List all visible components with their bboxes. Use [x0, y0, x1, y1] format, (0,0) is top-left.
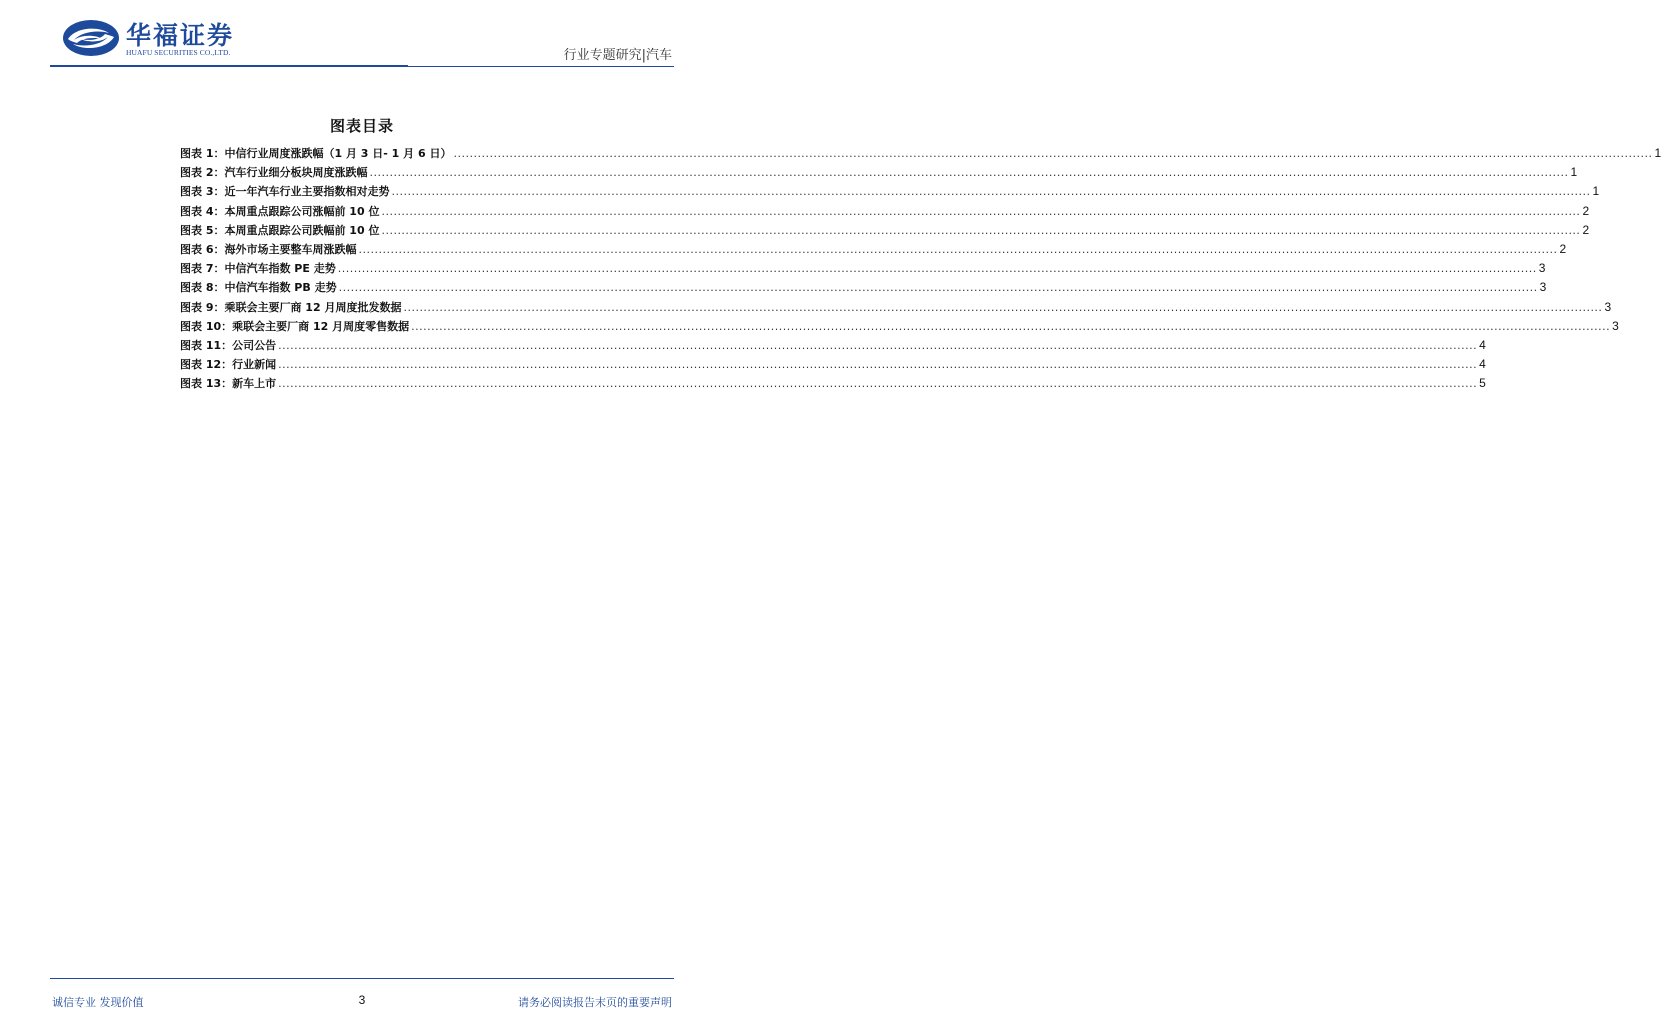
toc-leader-dots: ............................................................................................................................................................................................................................................................................................................ [278, 377, 1478, 391]
toc-entry-label: 图表 11：公司公告 [180, 338, 277, 352]
toc-entry-label: 图表 1：中信行业周度涨跌幅（1 月 3 日- 1 月 6 日） [180, 147, 452, 160]
toc-entry[interactable] [180, 164, 1578, 183]
page-number: 3 [358, 993, 366, 1007]
toc-entry-label: 图表 12：行业新闻 [180, 358, 277, 372]
toc-entry-label: 图表 10：乘联会主要厂商 12 月周度零售数据 [180, 319, 410, 333]
toc-entry-page: 4 [1479, 337, 1486, 352]
toc-entry[interactable] [180, 337, 1486, 356]
toc-entry-label: 图表 4：本周重点跟踪公司涨幅前 10 位 [180, 204, 380, 218]
footer-divider [50, 978, 674, 979]
toc-entry-label: 图表 3：近一年汽车行业主要指数相对走势 [180, 185, 390, 199]
toc-entry[interactable] [180, 375, 1486, 394]
toc-entry[interactable] [180, 241, 1567, 260]
toc-entry-page: 2 [1582, 222, 1590, 237]
toc-leader-dots: ............................................................................................................................................................................................................................................................................................................ [381, 223, 1581, 237]
toc-entry[interactable] [180, 260, 1546, 279]
toc-entry-page: 3 [1539, 280, 1547, 295]
toc-entry-page: 2 [1559, 241, 1567, 256]
logo-chinese-name: 华福证券 [126, 21, 235, 50]
toc-leader-dots: ............................................................................................................................................................................................................................................................................................................ [391, 185, 1591, 199]
toc-entry-label: 图表 9：乘联会主要厂商 12 月周度批发数据 [180, 300, 402, 314]
header-divider-thin [408, 66, 674, 67]
toc-leader-dots: ............................................................................................................................................................................................................................................................................................................ [358, 242, 1558, 256]
toc-entry-page: 3 [1604, 299, 1612, 314]
toc-entry[interactable] [180, 318, 1619, 337]
toc-leader-dots: ............................................................................................................................................................................................................................................................................................................ [337, 262, 1537, 276]
toc-entry-label: 图表 2：汽车行业细分板块周度涨跌幅 [180, 166, 368, 180]
toc-entry[interactable] [180, 279, 1547, 298]
toc-leader-dots: ............................................................................................................................................................................................................................................................................................................ [369, 166, 1569, 180]
company-logo [62, 16, 262, 60]
toc-entry[interactable] [180, 145, 1661, 164]
toc-leader-dots: ............................................................................................................................................................................................................................................................................................................ [338, 281, 1538, 295]
footer-slogan: 诚信专业 发现价值 [52, 996, 144, 1009]
toc-entry-label: 图表 6：海外市场主要整车周涨跌幅 [180, 242, 357, 256]
toc-leader-dots: ............................................................................................................................................................................................................................................................................................................ [411, 319, 1611, 333]
toc-leader-dots: ............................................................................................................................................................................................................................................................................................................ [278, 338, 1478, 352]
toc-entry-page: 4 [1479, 357, 1486, 372]
toc-entry-page: 1 [1654, 146, 1661, 160]
report-type: 行业专题研究|汽车 [563, 48, 672, 63]
header-divider [50, 65, 408, 67]
toc-entry-page: 3 [1612, 318, 1619, 333]
toc-leader-dots: ............................................................................................................................................................................................................................................................................................................ [403, 300, 1603, 314]
toc-leader-dots: ............................................................................................................................................................................................................................................................................................................ [453, 147, 1653, 160]
table-of-figures [180, 145, 1661, 394]
toc-entry[interactable] [180, 222, 1590, 241]
huafu-logo-icon [62, 18, 120, 58]
toc-entry-page: 1 [1592, 184, 1600, 199]
toc-leader-dots: ............................................................................................................................................................................................................................................................................................................ [278, 358, 1478, 372]
toc-entry-label: 图表 5：本周重点跟踪公司跌幅前 10 位 [180, 223, 380, 237]
toc-entry-label: 图表 13：新车上市 [180, 377, 277, 391]
toc-entry-label: 图表 8：中信汽车指数 PB 走势 [180, 281, 337, 295]
logo-english-name: HUAFU SECURITIES CO.,LTD. [126, 48, 231, 57]
footer-disclaimer: 请务必阅读报告末页的重要声明 [518, 996, 672, 1009]
toc-entry[interactable] [180, 299, 1612, 318]
toc-entry-label: 图表 7：中信汽车指数 PE 走势 [180, 262, 336, 276]
toc-entry-page: 5 [1479, 376, 1486, 391]
toc-entry[interactable] [180, 203, 1590, 222]
toc-leader-dots: ............................................................................................................................................................................................................................................................................................................ [381, 204, 1581, 218]
toc-title: 图表目录 [329, 117, 394, 135]
toc-entry[interactable] [180, 356, 1486, 375]
toc-entry-page: 3 [1538, 261, 1546, 276]
toc-entry-page: 2 [1582, 203, 1590, 218]
toc-entry[interactable] [180, 183, 1600, 202]
toc-entry-page: 1 [1570, 165, 1578, 180]
